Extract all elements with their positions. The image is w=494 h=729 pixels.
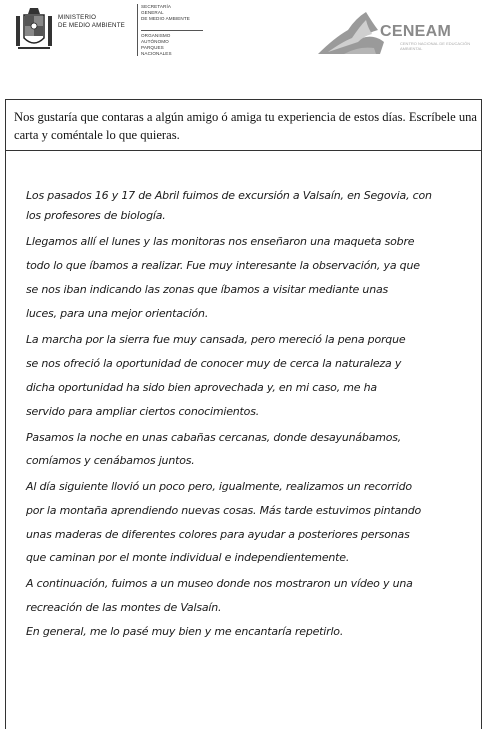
spanish-coat-of-arms-icon [14, 6, 54, 56]
letter-line: A continuación, fuimos a un museo donde nos mostraron un vídeo y una [26, 577, 413, 590]
sub-divider [141, 30, 203, 31]
letter-line: comíamos y cenábamos juntos. [26, 454, 195, 467]
letter-line: unas maderas de diferentes colores para ayudar a posteriores personas [26, 528, 410, 541]
letter-line: servido para ampliar ciertos conocimientos. [26, 405, 260, 418]
ministry-name [58, 14, 138, 30]
letter-line: luces, para una mejor orientación. [26, 307, 209, 320]
letter-line: se nos ofreció la oportunidad de conocer muy de cerca la naturaleza y [26, 357, 402, 370]
parks-line: AUTÓNOMO [141, 39, 169, 44]
letter-line: dicha oportunidad ha sido bien aprovechada y, en mi caso, me ha [26, 381, 377, 394]
letter-line: Los pasados 16 y 17 de Abril fuimos de excursión a Valsaín, en Segovia, con [26, 189, 432, 202]
ceneam-subtitle: CENTRO NACIONAL DE EDUCACIÓN AMBIENTAL [400, 41, 471, 51]
letter-line: se nos iban indicando las zonas que íbamos a visitar mediante unas [26, 283, 389, 296]
letter-area [5, 151, 482, 729]
letter-line: recreación de las montes de Valsaín. [26, 601, 222, 614]
secretariat-line: GENERAL [141, 10, 164, 15]
letter-line: Al día siguiente llovió un poco pero, igualmente, realizamos un recorrido [26, 480, 412, 493]
letter-line: Llegamos allí el lunes y las monitoras nos enseñaron una maqueta sobre [26, 235, 415, 248]
ceneam-name: CENEAM [380, 23, 452, 40]
letter-line: La marcha por la sierra fue muy cansada, pero mereció la pena porque [26, 333, 406, 346]
letter-line: Pasamos la noche en unas cabañas cercanas, donde desayunábamos, [26, 431, 402, 444]
letter-line: los profesores de biología. [26, 209, 166, 222]
letter-line: todo lo que íbamos a realizar. Fue muy interesante la observación, ya que [26, 259, 420, 272]
parks-line: ORGANISMO [141, 33, 171, 38]
ministry-line: MINISTERIO [58, 14, 97, 21]
parks-line: NACIONALES [141, 51, 172, 56]
letter-line: por la montaña aprendiendo nuevas cosas. Más tarde estuvimos pintando [26, 504, 422, 517]
parks-name [141, 33, 203, 57]
secretariat-line: DE MEDIO AMBIENTE [141, 16, 190, 21]
prompt-box [5, 99, 482, 151]
header-divider [137, 4, 138, 56]
prompt-text: Nos gustaría que contaras a algún amigo ó amiga tu experiencia de estos días. Escríbele una carta y coméntale lo que quieras. [14, 110, 478, 142]
letter-line: En general, me lo pasé muy bien y me encantaría repetirlo. [26, 625, 344, 638]
secretariat-name [141, 4, 203, 22]
letter-line: que caminan por el monte individual e independientemente. [26, 551, 350, 564]
letterhead [0, 0, 494, 64]
parks-line: PARQUES [141, 45, 164, 50]
secretariat-line: SECRETARÍA [141, 4, 172, 9]
ministry-line: DE MEDIO AMBIENTE [58, 22, 126, 29]
